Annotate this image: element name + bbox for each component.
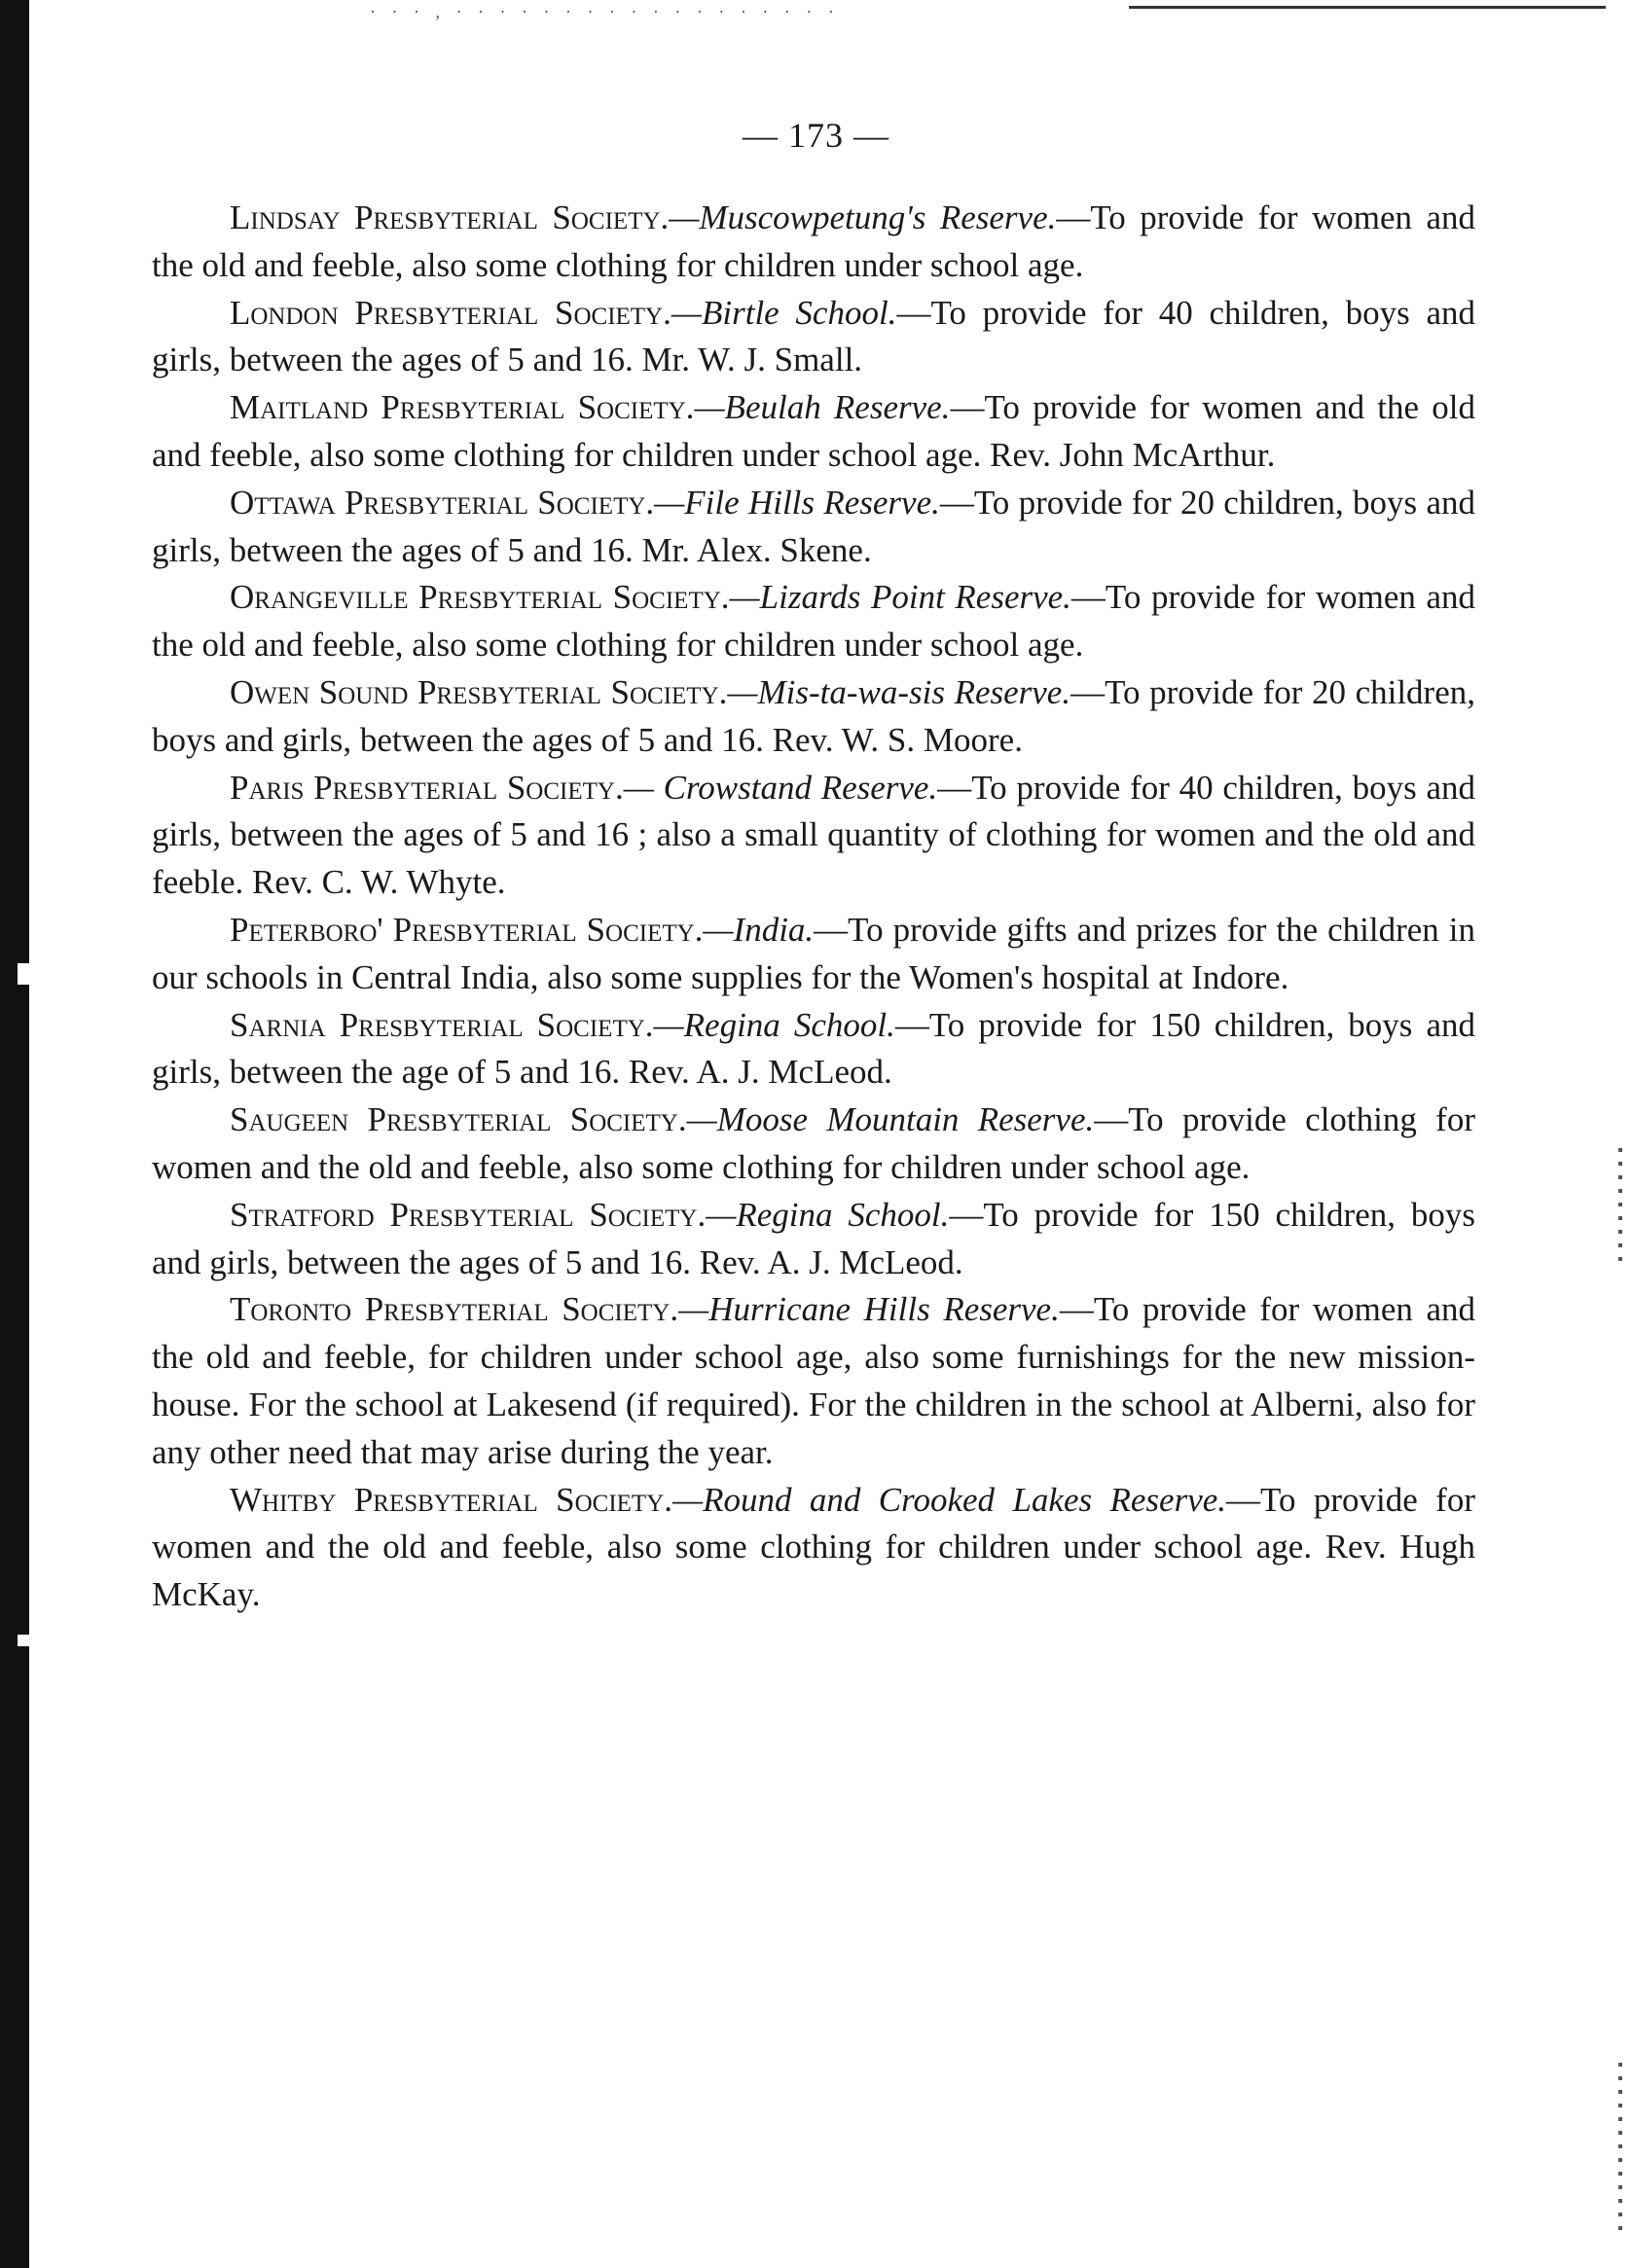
society-name: Ottawa Presbyterial Society. — [230, 483, 655, 522]
society-name: Peterboro' Presbyterial Society. — [230, 910, 704, 949]
reserve-name: —Mis-ta-wa-sis Reserve. — [727, 672, 1071, 711]
entry-text: —To provide for women and the old and feeble, also some clothing for children under school age. Rev. Hugh McKay. — [152, 1480, 1475, 1614]
society-entry — [152, 480, 1475, 575]
entry-text: —To provide for women and the old and feeble, for children under school age, also some furnishings for the new mission-house. For the school at Lakesend (if required). For the children in the school at Alberni, also for any other need that may arise during the year. — [152, 1290, 1475, 1471]
society-entry — [152, 290, 1475, 385]
reserve-name: —Beulah Reserve. — [694, 388, 951, 427]
entry-text: —To provide for women and the old and feeble, also some clothing for children under school age. — [152, 578, 1475, 665]
entry-text: —To provide for women and the old and feeble, also some clothing for children under school age. Rev. John McArthur. — [152, 388, 1475, 474]
society-name: Lindsay Presbyterial Society. — [230, 198, 670, 236]
society-entry — [152, 907, 1475, 1002]
society-name: Paris Presbyterial Society. — [230, 768, 624, 807]
society-entry — [152, 765, 1475, 907]
society-name: Maitland Presbyterial Society. — [230, 388, 695, 427]
reserve-name: —File Hills Reserve. — [654, 483, 940, 522]
reserve-name: —Birtle School. — [671, 293, 897, 332]
society-name: London Presbyterial Society. — [230, 293, 671, 332]
entry-text: —To provide for 20 children, boys and girls, between the ages of 5 and 16. Rev. W. S. Moore. — [152, 672, 1475, 759]
reserve-name: —Regina School. — [706, 1195, 950, 1234]
society-entry — [152, 1286, 1475, 1476]
society-name: Toronto Presbyterial Society. — [230, 1290, 679, 1329]
society-entry — [152, 574, 1475, 669]
society-name: Sarnia Presbyterial Society. — [230, 1005, 654, 1044]
scan-top-specks: · · · , · · · · · · · · · · · · · · · · · · — [370, 2, 840, 21]
reserve-name: —India. — [703, 910, 815, 949]
society-entry — [152, 1002, 1475, 1098]
page-number: — 173 — — [743, 116, 889, 155]
entry-text: —To provide clothing for women and the old and feeble, also some clothing for children under school age. — [152, 1100, 1475, 1186]
society-entry — [152, 195, 1475, 290]
entry-text: —To provide gifts and prizes for the children in our schools in Central India, also some supplies for the Women's hospital at Indore. — [152, 910, 1475, 996]
reserve-name: — Crowstand Reserve. — [623, 768, 938, 807]
scan-top-rule — [1129, 6, 1606, 9]
reserve-name: —Muscowpetung's Reserve. — [669, 198, 1057, 236]
entry-text: —To provide for 40 children, boys and girls, between the ages of 5 and 16 ; also a small quantity of clothing for women and the old and feeble. Rev. C. W. Whyte. — [152, 768, 1475, 902]
society-list — [152, 195, 1475, 1619]
scan-right-dots — [1618, 2063, 1622, 2238]
scan-edge-notch — [18, 1635, 33, 1646]
society-entry — [152, 669, 1475, 765]
scan-edge-bar — [0, 0, 29, 2268]
society-entry — [152, 384, 1475, 480]
society-entry — [152, 1097, 1475, 1192]
scan-edge-notch — [18, 963, 33, 985]
society-entry — [152, 1192, 1475, 1287]
entry-text: —To provide for 150 children, boys and girls, between the ages of 5 and 16. Rev. A. J. McLeod. — [152, 1195, 1475, 1281]
society-name: Saugeen Presbyterial Society. — [230, 1100, 687, 1139]
reserve-name: —Moose Mountain Reserve. — [686, 1100, 1095, 1139]
reserve-name: —Round and Crooked Lakes Reserve. — [672, 1480, 1227, 1519]
reserve-name: —Lizards Point Reserve. — [729, 578, 1071, 617]
society-name: Stratford Presbyterial Society. — [230, 1195, 707, 1234]
reserve-name: —Hurricane Hills Reserve. — [678, 1290, 1060, 1329]
entry-text: —To provide for 150 children, boys and girls, between the age of 5 and 16. Rev. A. J. McLeod. — [152, 1005, 1475, 1092]
society-name: Owen Sound Presbyterial Society. — [230, 672, 728, 711]
society-name: Orangeville Presbyterial Society. — [230, 578, 730, 617]
reserve-name: —Regina School. — [653, 1005, 895, 1044]
society-entry — [152, 1477, 1475, 1619]
entry-text: —To provide for 20 children, boys and girls, between the ages of 5 and 16. Mr. Alex. Skene. — [152, 483, 1475, 569]
entry-text: —To provide for women and the old and feeble, also some clothing for children under school age. — [152, 198, 1475, 284]
scan-right-dots — [1618, 1148, 1622, 1265]
society-name: Whitby Presbyterial Society. — [230, 1480, 672, 1519]
entry-text: —To provide for 40 children, boys and girls, between the ages of 5 and 16. Mr. W. J. Small. — [152, 293, 1475, 379]
